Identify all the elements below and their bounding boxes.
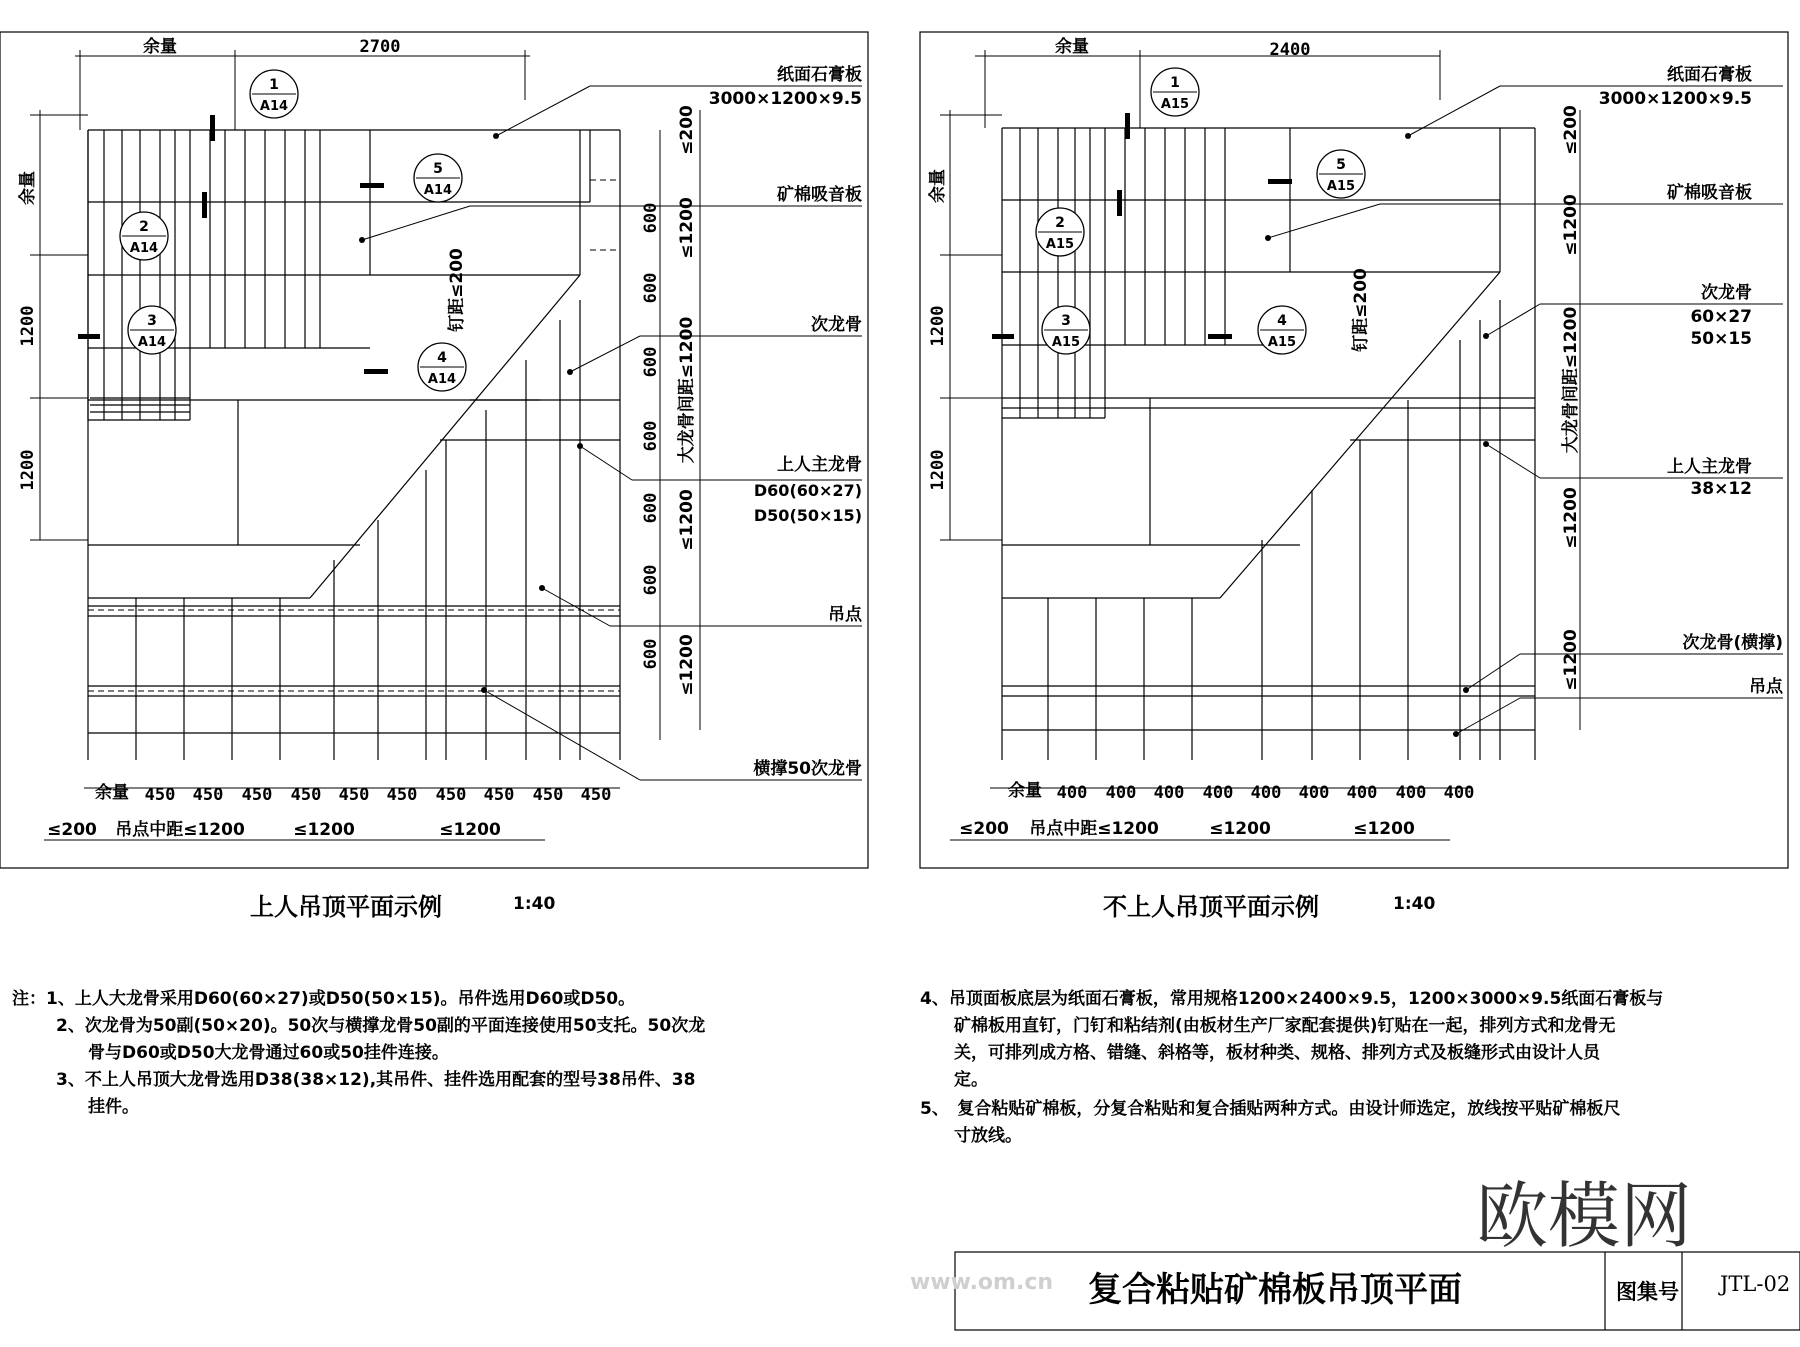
right-bottom-3: 400 (1153, 783, 1185, 803)
note-line: 骨与D60或D50大龙骨通过60或50挂件连接。 (88, 1043, 449, 1063)
left-bottom-8: 450 (483, 785, 515, 805)
right-plan-title: 不上人吊顶平面示例 (1103, 893, 1319, 921)
right-callout-3-ref: A15 (1051, 335, 1081, 350)
note-line: 注：1、上人大龙骨采用D60(60×27)或D50(50×15)。吊件选用D60或D50。 (12, 989, 636, 1009)
right-rdim-0: ≤200 (1561, 105, 1581, 155)
left-bottom2-a: ≤200 (47, 820, 97, 840)
right-rdim-2: 大龙骨间距≤1200 (1561, 306, 1581, 454)
right-callout-5-num: 5 (1336, 157, 1346, 173)
left-spacing-5: 600 (641, 564, 661, 596)
title-block-title: 复合粘贴矿棉板吊顶平面 (1088, 1270, 1462, 1310)
right-leader-hanger: 吊点 (1749, 677, 1783, 697)
left-callout-4-num: 4 (437, 350, 447, 366)
callout-circles (120, 68, 1365, 391)
right-leader-secondary-spec2: 50×15 (1690, 329, 1752, 349)
left-top-margin: 余量 (143, 37, 177, 57)
right-leader-gypsum-spec: 3000×1200×9.5 (1598, 89, 1752, 109)
left-callout-5-num: 5 (433, 161, 443, 177)
right-bottom2-b: 吊点中距≤1200 (1029, 819, 1159, 839)
right-bottom-7: 400 (1346, 783, 1378, 803)
right-callout-2-ref: A15 (1045, 237, 1075, 252)
note-line: 关，可排列成方格、错缝、斜格等，板材种类、规格、排列方式及板缝形式由设计人员 (954, 1043, 1600, 1063)
left-top-width: 2700 (359, 37, 401, 57)
left-side-d2: 1200 (18, 449, 38, 491)
note-line: 定。 (954, 1070, 988, 1090)
left-callout-4-ref: A14 (427, 372, 457, 387)
left-bottom-6: 450 (386, 785, 418, 805)
watermark-url: www.om.cn (910, 1270, 1054, 1295)
left-side-d1: 1200 (18, 305, 38, 347)
right-top-width: 2400 (1269, 40, 1311, 60)
left-spacing-0: 600 (641, 202, 661, 234)
left-leader-main: 上人主龙骨 (777, 455, 862, 475)
left-rdim-3: ≤1200 (677, 489, 697, 551)
left-leader-brace: 横撑50次龙骨 (753, 759, 862, 779)
left-plan-title: 上人吊顶平面示例 (250, 893, 442, 921)
left-nail-spacing: 钉距≤200 (447, 248, 467, 332)
left-leader-mineral: 矿棉吸音板 (777, 185, 862, 205)
right-rdim-4: ≤1200 (1561, 629, 1581, 691)
note-line: 矿棉板用直钉，门钉和粘结剂(由板材生产厂家配套提供)钉贴在一起，排列方式和龙骨无 (954, 1016, 1616, 1036)
left-callout-2-ref: A14 (129, 241, 159, 256)
left-bottom-0: 余量 (95, 783, 129, 803)
left-leader-secondary: 次龙骨 (811, 315, 862, 335)
right-leader-secondary: 次龙骨 (1701, 283, 1752, 303)
left-spacing-1: 600 (641, 272, 661, 304)
callout-dividers (122, 92, 1363, 367)
left-bottom2-d: ≤1200 (439, 820, 501, 840)
right-callout-2-num: 2 (1055, 215, 1065, 231)
right-side-margin: 余量 (928, 169, 948, 203)
title-block-set-label: 图集号 (1616, 1280, 1679, 1304)
left-callout-3-num: 3 (147, 313, 157, 329)
note-line: 5、 复合粘贴矿棉板，分复合粘贴和复合插贴两种方式。由设计师选定，放线按平贴矿棉板尺 (920, 1099, 1621, 1119)
left-side-margin: 余量 (18, 171, 38, 205)
right-rdim-3: ≤1200 (1561, 487, 1581, 549)
note-line: 3、不上人吊顶大龙骨选用D38(38×12),其吊件、挂件选用配套的型号38吊件、38 (56, 1070, 696, 1090)
right-top-margin: 余量 (1055, 37, 1089, 57)
note-line: 4、吊顶面板底层为纸面石膏板，常用规格1200×2400×9.5，1200×3000×9.5纸面石膏板与 (920, 989, 1664, 1009)
right-leader-secondary-spec1: 60×27 (1690, 307, 1752, 327)
right-bottom2-d: ≤1200 (1353, 819, 1415, 839)
right-bottom-1: 400 (1056, 783, 1088, 803)
left-bottom-3: 450 (241, 785, 273, 805)
left-callout-1-ref: A14 (259, 99, 289, 114)
left-rdim-2: 大龙骨间距≤1200 (677, 316, 697, 464)
right-bottom-4: 400 (1202, 783, 1234, 803)
left-leader-hanger: 吊点 (828, 605, 862, 625)
right-bottom-6: 400 (1298, 783, 1330, 803)
left-plan-scale: 1:40 (513, 894, 556, 914)
right-leader-main-spec: 38×12 (1690, 479, 1752, 499)
right-bottom-2: 400 (1105, 783, 1137, 803)
left-callout-3-ref: A14 (137, 335, 167, 350)
right-leader-mineral: 矿棉吸音板 (1667, 183, 1752, 203)
right-side-d1: 1200 (928, 305, 948, 347)
note-line: 挂件。 (88, 1097, 139, 1117)
left-leader-main-spec2: D50(50×15) (753, 506, 862, 525)
right-leader-brace: 次龙骨(横撑) (1682, 633, 1783, 653)
right-bottom-8: 400 (1395, 783, 1427, 803)
left-plan (88, 130, 620, 760)
left-leader-main-spec1: D60(60×27) (753, 481, 862, 500)
right-bottom2-a: ≤200 (959, 819, 1009, 839)
notes-left (12, 986, 812, 1121)
right-plan-scale: 1:40 (1393, 894, 1436, 914)
left-bottom-4: 450 (290, 785, 322, 805)
left-spacing-6: 600 (641, 638, 661, 670)
left-bottom-9: 450 (532, 785, 564, 805)
right-nail-spacing: 钉距≤200 (1351, 268, 1371, 352)
right-callout-3-num: 3 (1061, 313, 1071, 329)
left-rdim-1: ≤1200 (677, 197, 697, 259)
left-bottom-1: 450 (144, 785, 176, 805)
left-bottom-2: 450 (192, 785, 224, 805)
left-spacing-3: 600 (641, 420, 661, 452)
notes-right (920, 986, 1790, 1150)
left-spacing-2: 600 (641, 346, 661, 378)
left-callout-1-num: 1 (269, 77, 279, 93)
left-bottom2-b: 吊点中距≤1200 (115, 820, 245, 840)
right-rdim-1: ≤1200 (1561, 194, 1581, 256)
left-bottom-10: 450 (580, 785, 612, 805)
left-rdim-4: ≤1200 (677, 634, 697, 696)
right-callout-1-ref: A15 (1160, 97, 1190, 112)
left-leader-gypsum-spec: 3000×1200×9.5 (708, 89, 862, 109)
right-callout-4-ref: A15 (1267, 335, 1297, 350)
left-leader-gypsum: 纸面石膏板 (777, 65, 862, 85)
left-bottom-5: 450 (338, 785, 370, 805)
right-leader-main: 上人主龙骨 (1667, 457, 1752, 477)
right-bottom-0: 余量 (1008, 781, 1042, 801)
right-leader-gypsum: 纸面石膏板 (1667, 65, 1752, 85)
left-bottom2-c: ≤1200 (293, 820, 355, 840)
title-block-set-no: JTL-02 (1720, 1272, 1791, 1296)
right-bottom-9: 400 (1443, 783, 1475, 803)
brand-watermark: 欧模网 (1476, 1174, 1693, 1258)
left-callout-5-ref: A14 (423, 183, 453, 198)
right-bottom-5: 400 (1250, 783, 1282, 803)
hanger-markers (78, 113, 1489, 737)
right-callout-4-num: 4 (1277, 313, 1287, 329)
right-bottom2-c: ≤1200 (1209, 819, 1271, 839)
note-line: 寸放线。 (954, 1126, 1022, 1146)
left-rdim-0: ≤200 (677, 105, 697, 155)
left-callout-2-num: 2 (139, 219, 149, 235)
right-callout-1-num: 1 (1170, 75, 1180, 91)
right-side-d2: 1200 (928, 449, 948, 491)
right-callout-5-ref: A15 (1326, 179, 1356, 194)
note-line: 2、次龙骨为50副(50×20)。50次与横撑龙骨50副的平面连接使用50支托。50次龙 (56, 1016, 706, 1036)
left-spacing-4: 600 (641, 492, 661, 524)
left-bottom-7: 450 (435, 785, 467, 805)
